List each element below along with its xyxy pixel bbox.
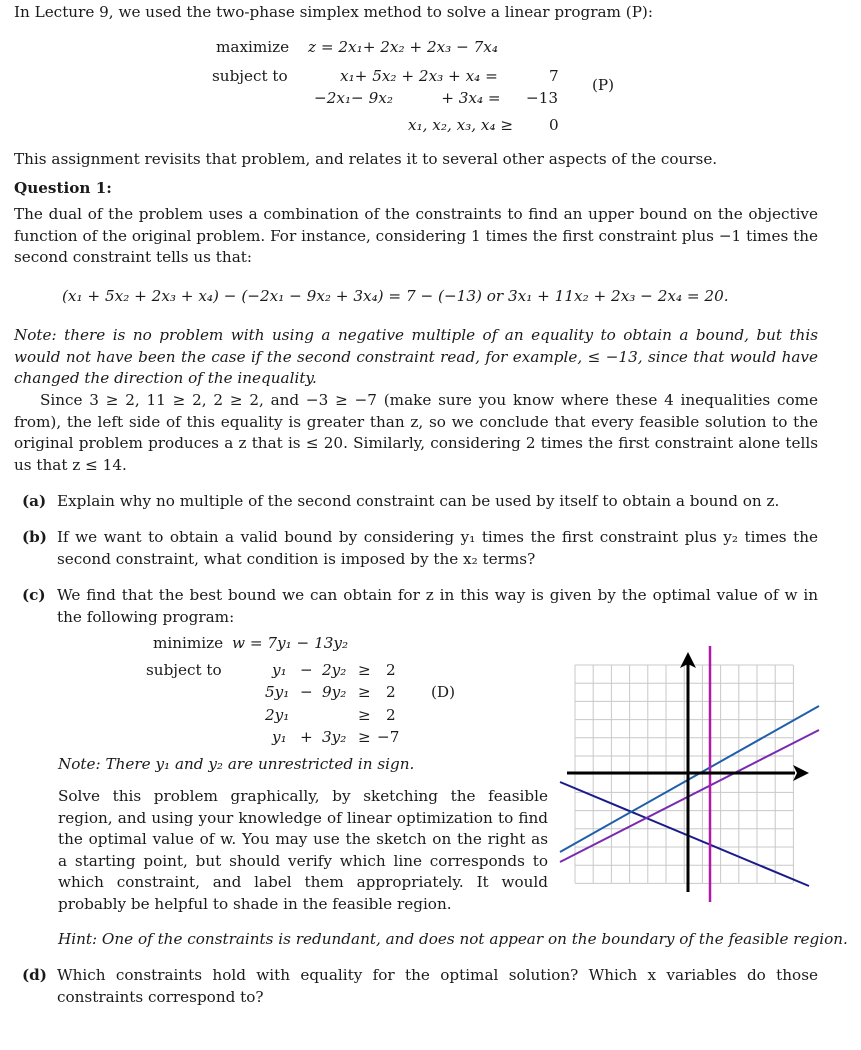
primal-row-2-lhs: −2x₁− 9x₂ + 3x₄ = bbox=[314, 89, 501, 107]
dual-objective-label: minimize bbox=[153, 634, 224, 652]
question-paragraph: The dual of the problem uses a combination of the constraints to find an upper bound on the objective function of the original problem. For instance, considering 1 times the first constraint plus −1 times the second constraint tells us that: bbox=[14, 205, 818, 266]
solve-paragraph: Solve this problem graphically, by sketching the feasible region, and using your knowledge of linear optimization to find the optimal value of w. You may use the sketch on the right as a starting point, but should verify which line corresponds to which constraint, and label them appropriately. It would probably be helpful to shade in the feasible region. bbox=[58, 787, 548, 913]
primal-row-3-lhs: x₁, x₂, x₃, x₄ ≥ bbox=[408, 116, 514, 134]
dual-row-4-rhs: −7 bbox=[377, 728, 400, 746]
item-c bbox=[22, 585, 818, 628]
item-b bbox=[22, 527, 818, 570]
primal-subject-label: subject to bbox=[212, 67, 288, 85]
horizontal-axis-arrow-icon bbox=[793, 765, 809, 781]
item-c-tag: (c) bbox=[22, 586, 46, 604]
primal-row-1-lhs: x₁+ 5x₂ + 2x₃ + x₄ = bbox=[340, 67, 498, 85]
dual-row-1-op: − bbox=[300, 661, 313, 679]
item-b-tag: (b) bbox=[22, 528, 47, 546]
dual-row-4-b: 3y₂ bbox=[322, 728, 347, 746]
since-paragraph: Since 3 ≥ 2, 11 ≥ 2, 2 ≥ 2, and −3 ≥ −7 (make sure you know where these 4 inequalities come from), the left side of this equality is greater than z, so we conclude that every feasible solution to the original problem produces a z that is ≤ 20. Similarly, considering 2 times the first constraint alone tells us that z ≤ 14. bbox=[14, 391, 818, 474]
note-unrestricted: Note: There y₁ and y₂ are unrestricted in sign. bbox=[58, 755, 415, 773]
dual-objective: w = 7y₁ − 13y₂ bbox=[232, 634, 349, 652]
item-a-text: Explain why no multiple of the second constraint can be used by itself to obtain a bound on z. bbox=[57, 492, 780, 510]
dual-row-4-a: y₁ bbox=[272, 728, 287, 746]
note-negative-multiple: Note: there is no problem with using a negative multiple of an equality to obtain a bound, but this would not have been the case if the second constraint read, for example, ≤ −13, since that would have changed the direction of the inequality. bbox=[14, 326, 818, 387]
dual-tag: (D) bbox=[431, 683, 456, 701]
dual-row-3-a: 2y₁ bbox=[265, 706, 290, 724]
item-d-text: Which constraints hold with equality for the optimal solution? Which x variables do those constraints correspond to? bbox=[57, 966, 818, 1006]
dual-row-1-rhs: 2 bbox=[386, 661, 396, 679]
dual-row-2-op: − bbox=[300, 683, 313, 701]
dual-row-4-rel: ≥ bbox=[358, 728, 371, 746]
intro-text: In Lecture 9, we used the two-phase simplex method to solve a linear program (P): bbox=[14, 3, 653, 21]
revisit-text: This assignment revisits that problem, and relates it to several other aspects of the course. bbox=[14, 150, 718, 168]
dual-row-1-a: y₁ bbox=[272, 661, 287, 679]
dual-row-1-rel: ≥ bbox=[358, 661, 371, 679]
question-heading: Question 1: bbox=[14, 179, 112, 197]
hint-text: Hint: One of the constraints is redundant, and does not appear on the boundary of the feasible region. bbox=[58, 930, 848, 948]
dual-row-2-b: 9y₂ bbox=[322, 683, 347, 701]
display-equation: (x₁ + 5x₂ + 2x₃ + x₄) − (−2x₁ − 9x₂ + 3x₄) = 7 − (−13) or 3x₁ + 11x₂ + 2x₃ − 2x₄ = 20. bbox=[62, 287, 729, 305]
dual-row-1-b: 2y₂ bbox=[322, 661, 347, 679]
dual-row-2-rhs: 2 bbox=[386, 683, 396, 701]
item-d bbox=[22, 965, 818, 1008]
dual-row-3-rel: ≥ bbox=[358, 706, 371, 724]
feasible-region-sketch bbox=[555, 640, 825, 915]
dual-row-3-rhs: 2 bbox=[386, 706, 396, 724]
primal-objective: z = 2x₁+ 2x₂ + 2x₃ − 7x₄ bbox=[308, 38, 498, 56]
primal-row-2-rhs: −13 bbox=[526, 89, 559, 107]
dual-row-2-a: 5y₁ bbox=[265, 683, 290, 701]
dual-subject-label: subject to bbox=[146, 661, 222, 679]
primal-tag: (P) bbox=[592, 76, 615, 94]
item-d-tag: (d) bbox=[22, 966, 47, 984]
dual-row-4-op: + bbox=[300, 728, 313, 746]
dual-row-2-rel: ≥ bbox=[358, 683, 371, 701]
item-a-tag: (a) bbox=[22, 492, 47, 510]
primal-row-3-rhs: 0 bbox=[549, 116, 559, 134]
primal-row-1-rhs: 7 bbox=[549, 67, 559, 85]
item-a bbox=[22, 491, 818, 513]
item-b-text: If we want to obtain a valid bound by considering y₁ times the first constraint plus y₂ times the second constraint, what condition is imposed by the x₂ terms? bbox=[57, 528, 818, 568]
primal-objective-label: maximize bbox=[216, 38, 290, 56]
item-c-text: We find that the best bound we can obtain for z in this way is given by the optimal value of w in the following program: bbox=[57, 586, 818, 626]
